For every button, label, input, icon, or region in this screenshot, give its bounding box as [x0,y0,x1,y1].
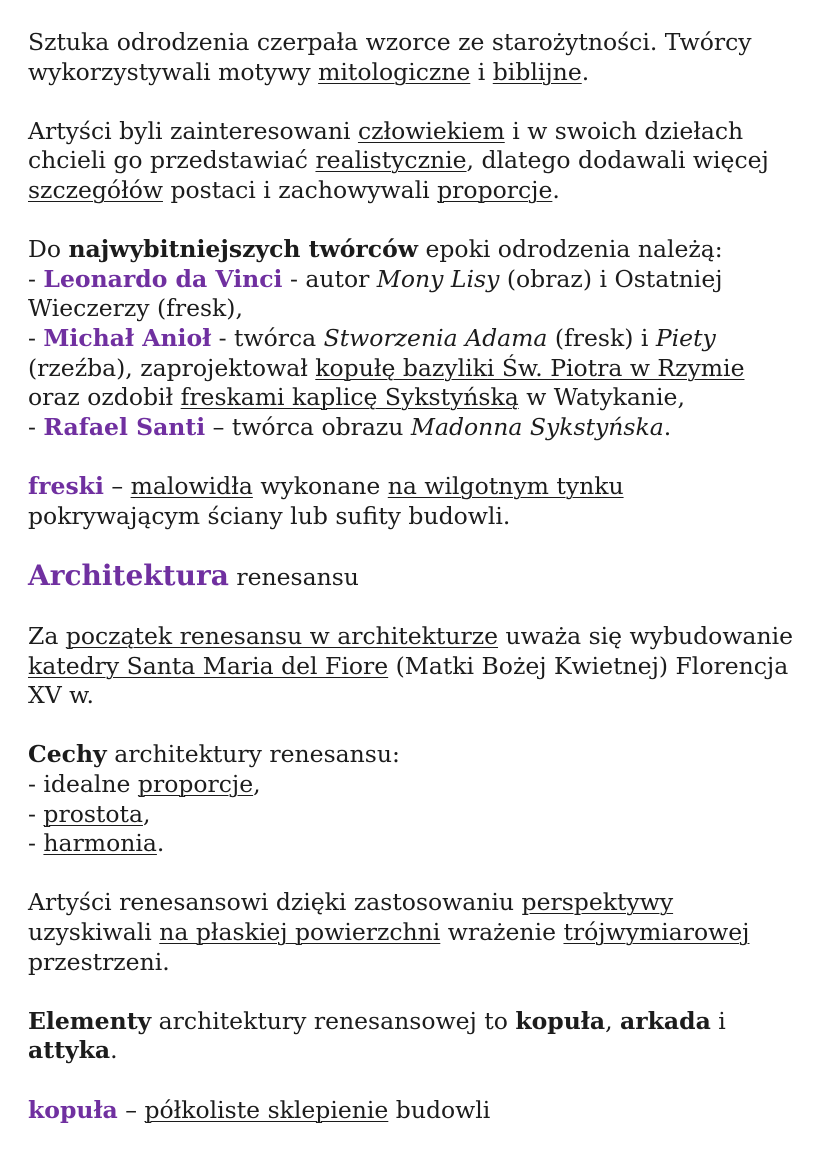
paragraph-antiquity: Sztuka odrodzenia czerpała wzorce ze starożytności. Twórcy wykorzystywali motywy mitologiczne i biblijne. [28,28,752,86]
underlined-term: harmonia [43,829,157,858]
underlined-term: mitologiczne [318,57,471,86]
paragraph-great-artists: Do najwybitniejszych twórców epoki odrodzenia należą: - Leonardo da Vinci - autor Mony Lisy (obraz) i Ostatniej Wieczerzy (fresk), - Michał Anioł - twórca Stworzenia Adama (fresk) i Piety (rzeźba), zaprojektował kopułę bazyliki Św. Piotra w Rzymie oraz ozdobił freskami kaplicę Sykstyńską w Watykanie, - Rafael Santi – twórca obrazu Madonna Sykstyńska. [28,235,745,441]
artwork-title: Madonna Sykstyńska [410,412,664,441]
artwork-title: Mony Lisy [376,264,500,293]
bold-term: najwybitniejszych twórców [68,235,419,264]
underlined-term: szczegółów [28,175,163,204]
underlined-term: trójwymiarowej [563,918,750,947]
underlined-term: na płaskiej powierzchni [159,918,441,947]
paragraph-architecture-beginning: Za początek renesansu w architekturze uważa się wybudowanie katedry Santa Maria del Fiore (Matki Bożej Kwietnej) Florencja XV w. [28,622,794,710]
underlined-term: proporcje [137,770,254,799]
underlined-term: półkoliste sklepienie [144,1095,389,1124]
definition-dome: kopuła – półkoliste sklepienie budowli [28,1095,491,1124]
underlined-term: realistycznie [315,146,467,175]
defined-term: freski [28,471,104,500]
bold-term: attyka [28,1036,111,1065]
section-heading [28,559,800,594]
definition-frescoes: freski – malowidła wykonane na wilgotnym tynku pokrywającym ściany lub sufity budowli. [28,471,624,530]
artist-name: Michał Anioł [43,323,212,352]
defined-term: kopuła [28,1095,118,1124]
underlined-term: prostota [43,799,143,828]
underlined-term: człowiekiem [357,116,505,145]
list-architecture-features: Cechy architektury renesansu: - idealne proporcje, - prostota, - harmonia. [28,740,400,858]
underlined-term: proporcje [437,175,553,204]
artwork-title: Piety [655,323,716,352]
section-heading-rest: renesansu [228,563,359,592]
artwork-title: Stworzenia Adama [323,323,548,352]
artist-name: Rafael Santi [43,412,206,441]
underlined-term: freskami kaplicę Sykstyńską [180,383,519,412]
underlined-term: perspektywy [521,888,674,917]
section-heading-main: Architektura [28,559,229,593]
underlined-term: kopułę bazyliki Św. Piotra w Rzymie [315,353,745,382]
underlined-term: katedry Santa Maria del Fiore [28,651,389,680]
underlined-term: początek renesansu w architekturze [65,622,499,651]
underlined-term: biblijne [492,57,582,86]
bold-term: Cechy [28,740,107,769]
underlined-term: na wilgotnym tynku [387,471,624,500]
artist-name: Leonardo da Vinci [43,264,283,293]
paragraph-elements: Elementy architektury renesansowej to kopuła, arkada i attyka. [28,1006,726,1065]
bold-term: arkada [620,1006,711,1035]
paragraph-perspective: Artyści renesansowi dzięki zastosowaniu perspektywy uzyskiwali na płaskiej powierzchni wrażenie trójwymiarowej przestrzeni. [28,888,750,976]
bold-term: Elementy [28,1006,152,1035]
underlined-term: malowidła [130,471,253,500]
bold-term: kopuła [515,1006,606,1035]
paragraph-artists-interest: Artyści byli zainteresowani człowiekiem i w swoich dziełach chcieli go przedstawiać realistycznie, dlatego dodawali więcej szczegółów postaci i zachowywali proporcje. [28,116,769,204]
